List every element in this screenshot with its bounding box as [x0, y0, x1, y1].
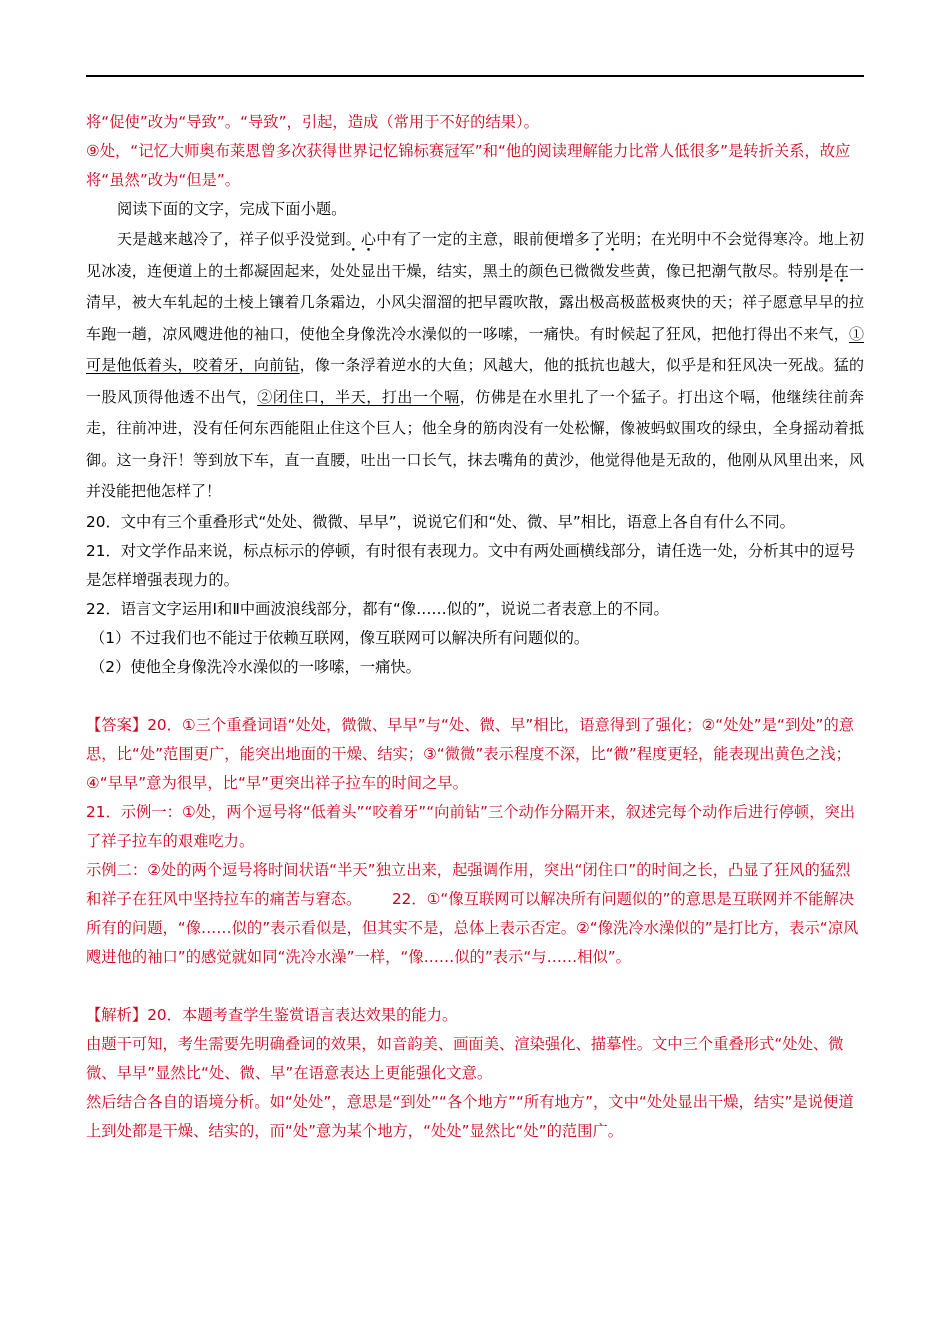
- passage-text: 天是越来越冷了，祥子似乎没觉到。心中有了一定的主意，眼前便增多了光明；在光明中不会觉得寒冷。地上初见冰凌，连便道上的土都凝固起来，: [86, 230, 864, 280]
- spacer: [86, 682, 864, 711]
- header-rule: [86, 75, 864, 77]
- analysis-line-3: 然后结合各自的语境分析。如“处处”，意思是“到处”“各个地方”“所有地方”，文中“处处显出干燥，结实”是说便道上到处都是干燥、结实的，而“处”意为某个地方，“处处”显然比“处”的范围广。: [86, 1092, 854, 1140]
- emphasis-dot-char: 早: [818, 293, 834, 311]
- answer-22: 22．①“像互联网可以解决所有问题似的”的意思是互联网并不能解决所有的问题，“像……似的”表示看似是，但其实不是，总体上表示否定。②“像洗冷水澡似的”是打比方，表示“凉风飕进他的袖口”的感觉就如同“洗冷水澡”一样，“像……似的”表示“与……相似”。: [86, 889, 859, 966]
- passage-text: ，仿佛是在水里扎了一个猛子。打出这个嗝，他继续往前奔走，往前冲进，没有任何东西能阻止住这个巨人；他全身的筋肉没有一处松懈，像被蚂蚁围攻的绿虫，全身摇动着抵御。这一身汗！等到放下车，直一直腰，吐出一口长气，抹去嘴角的黄沙，他觉得他是无敌的，他刚从风里出来，风并没能把他怎样了！: [86, 387, 864, 500]
- spacer: [86, 972, 864, 1001]
- underlined-phrase-2: ②闭住口，半天，打出一个嗝: [257, 387, 460, 406]
- answer-21-example-2-text: 示例二：②处的两个逗号将时间状语“半天”独立出来，起强调作用，突出“闭住口”的时间之长，凸显了狂风的猛烈和祥子在狂风中坚持拉车的痛苦与窘态。: [86, 860, 851, 908]
- passage-text: ，像一条浮着逆水的大鱼；风越大，他的抵抗也越大，似乎是和狂风决一死战。猛的一股风顶得他透不出气，: [86, 356, 864, 406]
- answer-21-example-1: 21．示例一：①处，两个逗号将“低着头”“咬着牙”“向前钻”三个动作分隔开来，叙述完每个动作后进行停顿，突出了祥子拉车的艰难吃力。: [86, 802, 856, 850]
- question-21: 21．对文学作品来说，标点标示的停顿，有时很有表现力。文中有两处画横线部分，请任选一处，分析其中的逗号是怎样增强表现力的。: [86, 541, 856, 589]
- emphasis-dot-char: 早: [803, 293, 819, 311]
- prev-answer-line-2: ⑨处，“记忆大师奥布莱恩曾多次获得世界记忆锦标赛冠军”和“他的阅读理解能力比常人低很多”是转折关系，故应将“虽然”改为“但是”。: [86, 142, 851, 189]
- passage-text: 显出干燥，结实，黑土的颜色已: [360, 261, 575, 280]
- reading-intro: 阅读下面的文字，完成下面小题。: [117, 200, 347, 218]
- document-page: [86, 108, 864, 1146]
- emphasis-dot-char: 处: [345, 261, 361, 280]
- underlined-phrase-1: ①可是他低着头，咬着牙，向前钻: [86, 324, 864, 374]
- reading-passage: [86, 224, 864, 508]
- question-22: 22．语言文字运用Ⅰ和Ⅱ中画波浪线部分，都有“像……似的”，说说二者表意上的不同。: [86, 599, 669, 618]
- question-22-item-2: （2）使他全身像洗冷水澡似的一哆嗦，一痛快。: [90, 657, 421, 676]
- question-20: 20．文中有三个重叠形式“处处、微微、早早”，说说它们和“处、微、早”相比，语意上各自有什么不同。: [86, 512, 795, 531]
- question-22-item-1: （1）不过我们也不能过于依赖互联网，像互联网可以解决所有问题似的。: [90, 628, 590, 647]
- analysis-line-2: 由题干可知，考生需要先明确叠词的效果，如音韵美、画面美、渲染强化、描摹性。文中三个重叠形式“处处、微微、早早”显然比“处、微、早”在语意表达上更能强化文意。: [86, 1034, 844, 1082]
- emphasis-dot-char: 微: [589, 261, 605, 280]
- passage-text: 的拉车跑一趟，凉风飕进他的袖口，使他全身像洗冷水澡似的一哆嗦，一痛快。有时候起了狂风，把他打得出不来气，: [86, 293, 864, 343]
- prev-answer-line-1: 将“促使”改为“导致”。“导致”，引起，造成（常用于不好的结果）。: [86, 113, 539, 131]
- emphasis-dot-char: 微: [574, 261, 590, 280]
- passage-text: 发些黄，像已把潮气散尽。特别是在一清早，被大车轧起的土棱上镶着几条霜边，小风尖溜溜的把早霞吹散，露出极高极蓝极爽快的天；祥子愿意: [86, 261, 864, 311]
- analysis-heading: 【解析】20．本题考查学生鉴赏语言表达效果的能力。: [86, 1005, 458, 1024]
- answer-21-example-2: [86, 856, 864, 972]
- emphasis-dot-char: 处: [330, 261, 346, 280]
- answer-20: 【答案】20．①三个重叠词语“处处，微微、早早”与“处、微、早”相比，语意得到了强化；②“处处”是“到处”的意思，比“处”范围更广，能突出地面的干燥、结实；③“微微”表示程度不深，比“微”程度更轻，能表现出黄色之浅；④“早早”意为很早，比“早”更突出祥子拉车的时间之早。: [86, 715, 855, 792]
